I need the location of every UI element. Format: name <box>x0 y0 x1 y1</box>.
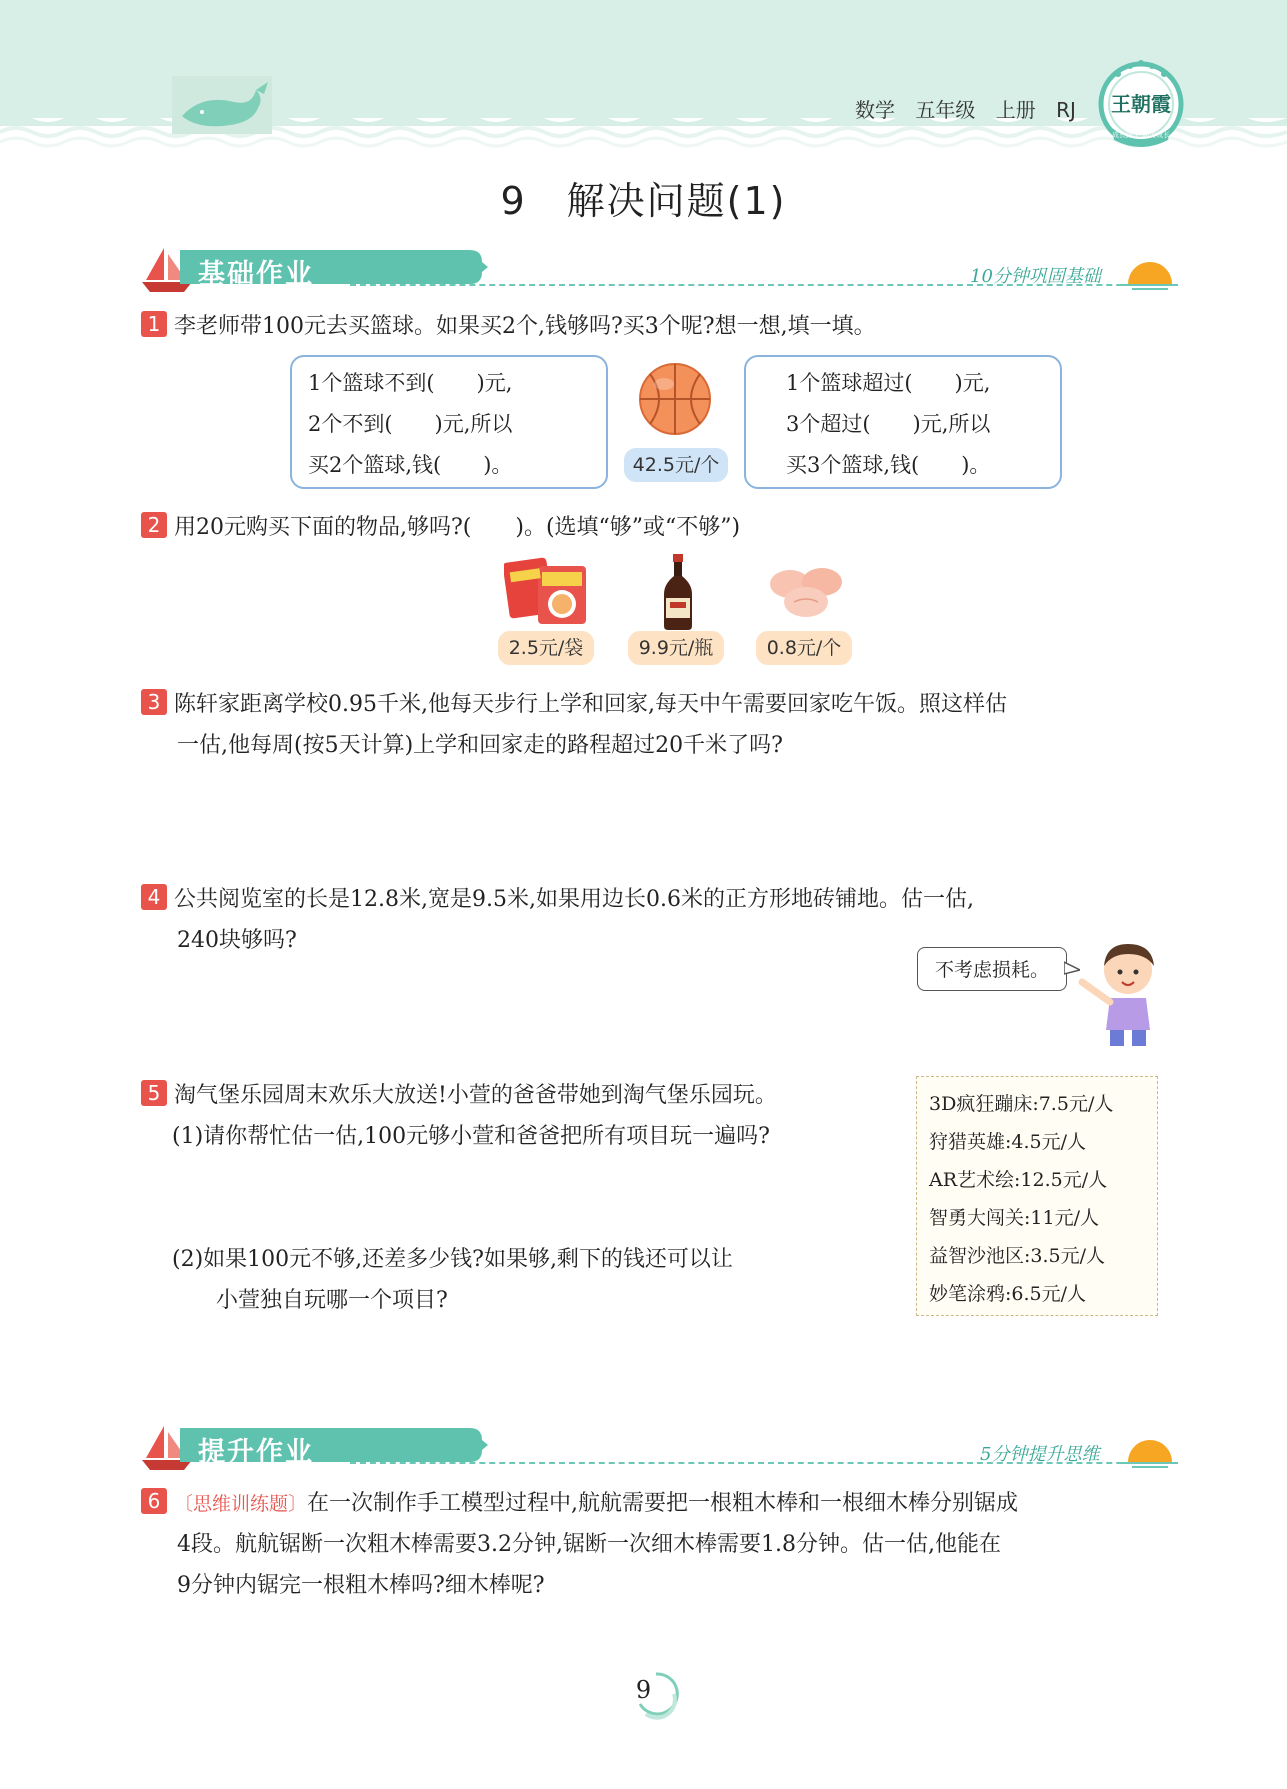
fill-line: 1个篮球超过( )元, <box>786 371 991 395</box>
basketball-price: 42.5元/个 <box>624 448 728 482</box>
fill-line: 买2个篮球,钱( )。 <box>308 453 513 477</box>
thinking-tag: 〔思维训练题〕 <box>174 1493 308 1515</box>
volume-label: 上册 <box>995 98 1036 122</box>
buns-icon <box>764 562 850 622</box>
instant-noodles-icon <box>504 556 590 628</box>
buns-price: 0.8元/个 <box>756 631 852 665</box>
question-text: 在一次制作手工模型过程中,航航需要把一根粗木棒和一根细木棒分别锯成 <box>307 1491 1019 1516</box>
q1-right-box <box>744 355 1062 489</box>
price-list-item: 3D疯狂蹦床:7.5元/人 <box>929 1093 1114 1115</box>
boy-waving-icon <box>1076 940 1166 1048</box>
question-4 <box>141 880 974 920</box>
question-number: 6 <box>141 1488 167 1514</box>
question-number: 3 <box>141 689 167 715</box>
basketball-icon <box>638 362 712 436</box>
question-5-sub-2-line-2: 小萱独自玩哪一个项目? <box>216 1288 448 1313</box>
price-list-item: 妙笔涂鸦:6.5元/人 <box>929 1283 1087 1305</box>
section-basic-label: 基础作业 <box>198 259 314 290</box>
logo-text: 王朝霞 <box>1111 92 1171 116</box>
price-list-item: 狩猎英雄:4.5元/人 <box>929 1131 1087 1153</box>
logo-subtext: 成长路上 助力成长 <box>1112 131 1170 139</box>
question-text: 淘气堡乐园周末欢乐大放送!小萱的爸爸带她到淘气堡乐园玩。 <box>174 1083 777 1108</box>
noodles-price: 2.5元/袋 <box>498 631 594 665</box>
fill-line: 1个篮球不到( )元, <box>308 371 513 395</box>
fill-line: 3个超过( )元,所以 <box>786 412 991 436</box>
whale-icon <box>172 76 272 134</box>
section-basic-banner <box>142 246 502 294</box>
question-5-sub-1: (1)请你帮忙估一估,100元够小萱和爸爸把所有项目玩一遍吗? <box>172 1124 770 1149</box>
question-number: 4 <box>141 884 167 910</box>
question-6 <box>141 1484 1018 1524</box>
subject-label: 数学 <box>855 98 895 122</box>
question-1 <box>141 307 876 347</box>
question-5-sub-2: (2)如果100元不够,还差多少钱?如果够,剩下的钱还可以让 <box>172 1247 733 1272</box>
question-number: 1 <box>141 311 167 337</box>
soy-sauce-bottle-icon <box>658 554 698 630</box>
sunrise-icon <box>1122 256 1178 290</box>
q1-left-box <box>290 355 608 489</box>
section-advanced-note: 5分钟提升思维 <box>980 1444 1100 1465</box>
question-6-line-2: 4段。航航锯断一次粗木棒需要3.2分钟,锯断一次细木棒需要1.8分钟。估一估,他能在 <box>177 1532 1001 1557</box>
price-list-item: 益智沙池区:3.5元/人 <box>929 1245 1106 1267</box>
question-6-line-3: 9分钟内锯完一根粗木棒吗?细木棒呢? <box>177 1573 545 1598</box>
price-list-item: 智勇大闯关:11元/人 <box>929 1207 1099 1229</box>
question-2 <box>141 508 740 548</box>
publisher-logo <box>1098 58 1184 150</box>
page-number: 9 <box>635 1676 652 1704</box>
question-4-line-2: 240块够吗? <box>177 928 297 953</box>
question-number: 2 <box>141 512 167 538</box>
section-advanced-banner <box>142 1424 502 1472</box>
speech-bubble: 不考虑损耗。 <box>917 947 1067 991</box>
edition-label: RJ <box>1056 98 1076 122</box>
price-list-item: AR艺术绘:12.5元/人 <box>929 1169 1108 1191</box>
section-basic-note: 10分钟巩固基础 <box>970 266 1101 287</box>
soy-sauce-price: 9.9元/瓶 <box>628 631 724 665</box>
question-5 <box>141 1076 777 1116</box>
grade-label: 五年级 <box>915 98 976 122</box>
question-text: 陈轩家距离学校0.95千米,他每天步行上学和回家,每天中午需要回家吃午饭。照这样估 <box>174 692 1007 717</box>
fill-line: 2个不到( )元,所以 <box>308 412 513 436</box>
question-text: 用20元购买下面的物品,够吗?( )。(选填“够”或“不够”) <box>174 515 741 540</box>
amusement-price-list <box>916 1076 1158 1316</box>
question-number: 5 <box>141 1080 167 1106</box>
sunrise-icon <box>1122 1434 1178 1468</box>
question-3 <box>141 685 1007 725</box>
page-title: 9 解决问题(1) <box>500 179 787 223</box>
question-text: 李老师带100元去买篮球。如果买2个,钱够吗?买3个呢?想一想,填一填。 <box>174 314 876 339</box>
question-3-line-2: 一估,他每周(按5天计算)上学和回家走的路程超过20千米了吗? <box>177 733 783 758</box>
section-advanced-label: 提升作业 <box>198 1437 314 1468</box>
book-info <box>855 94 1076 123</box>
fill-line: 买3个篮球,钱( )。 <box>786 453 991 477</box>
question-text: 公共阅览室的长是12.8米,宽是9.5米,如果用边长0.6米的正方形地砖铺地。估一估, <box>174 887 974 912</box>
